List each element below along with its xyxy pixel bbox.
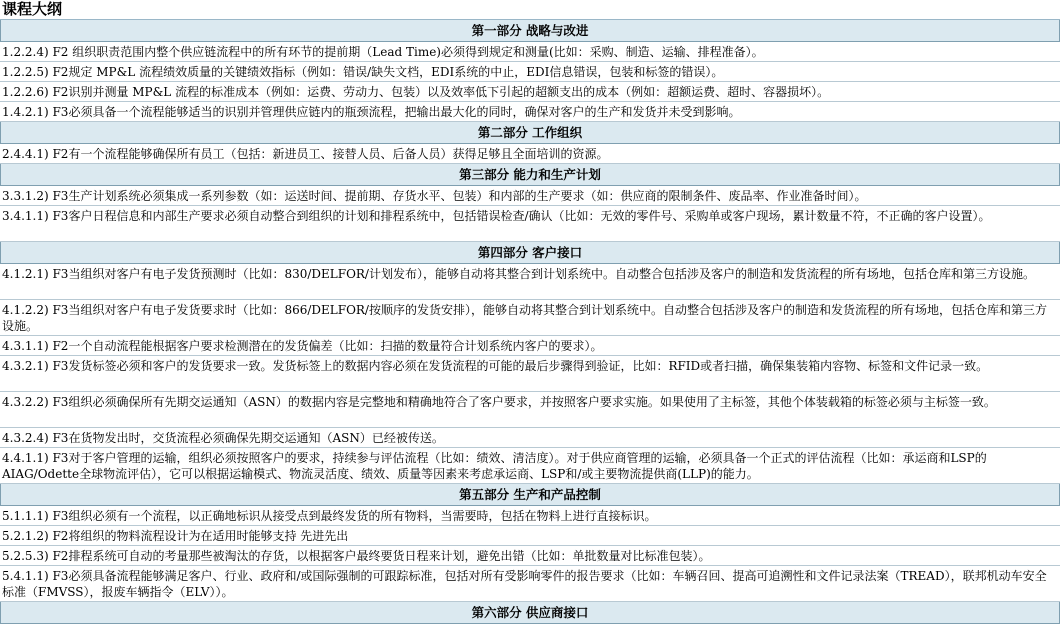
table-row: 4.4.1.1) F3对于客户管理的运输，组织必须按照客户的要求，持续参与评估流程（比如：绩效、清洁度）。对于供应商管理的运输，必须具备一个正式的评估流程（比如：承运商和LSP的AIAG/Odette全球物流评估），它可以根据运输模式、物流灵活度、绩效、质量等因素来考虑承运商、LSP和/或主要物流提供商(LLP)的能力。 [0, 448, 1060, 484]
section-header: 第五部分 生产和产品控制 [0, 484, 1060, 506]
table-row: 5.2.1.2) F2将组织的物料流程设计为在适用时能够支持 先进先出 [0, 526, 1060, 546]
table-row: 1.2.2.5) F2规定 MP&L 流程绩效质量的关键绩效指标（例如：错误/缺失文档，EDI系统的中止，EDI信息错误，包装和标签的错误）。 [0, 62, 1060, 82]
sheet-title: 课程大纲 [0, 0, 1060, 20]
table-row: 1.2.2.6) F2识别并测量 MP&L 流程的标准成本（例如：运费、劳动力、包装）以及效率低下引起的超额支出的成本（例如：超额运费、超时、容器损坏）。 [0, 82, 1060, 102]
table-row: 4.1.2.2) F3当组织对客户有电子发货要求时（比如：866/DELFOR/按顺序的发货安排），能够自动将其整合到计划系统中。自动整合包括涉及客户的制造和发货流程的所有场地，包括仓库和第三方设施。 [0, 300, 1060, 336]
table-row: 1.2.2.4) F2 组织职责范围内整个供应链流程中的所有环节的提前期（Lead Time)必须得到规定和测量(比如：采购、制造、运输、排程准备）。 [0, 42, 1060, 62]
section-header: 第三部分 能力和生产计划 [0, 164, 1060, 186]
section-header: 第二部分 工作组织 [0, 122, 1060, 144]
section-header: 第一部分 战略与改进 [0, 20, 1060, 42]
table-row: 2.4.4.1) F2有一个流程能够确保所有员工（包括：新进员工、接替人员、后备人员）获得足够且全面培训的资源。 [0, 144, 1060, 164]
table-row: 4.3.1.1) F2一个自动流程能根据客户要求检测潜在的发货偏差（比如：扫描的数量符合计划系统内客户的要求）。 [0, 336, 1060, 356]
table-row: 3.4.1.1) F3客户日程信息和内部生产要求必须自动整合到组织的计划和排程系统中，包括错误检查/确认（比如：无效的零件号、采购单或客户现场，累计数量不符，不正确的客户设置）。 [0, 206, 1060, 242]
table-row: 3.3.1.2) F3生产计划系统必须集成一系列参数（如：运送时间、提前期、存货水平、包装）和内部的生产要求（如：供应商的限制条件、废品率、作业准备时间）。 [0, 186, 1060, 206]
table-row: 1.4.2.1) F3必须具备一个流程能够适当的识别并管理供应链内的瓶颈流程，把输出最大化的同时，确保对客户的生产和发货并未受到影响。 [0, 102, 1060, 122]
section-header: 第四部分 客户接口 [0, 242, 1060, 264]
table-row: 4.3.2.4) F3在货物发出时，交货流程必须确保先期交运通知（ASN）已经被传送。 [0, 428, 1060, 448]
table-row: 4.1.2.1) F3当组织对客户有电子发货预测时（比如：830/DELFOR/计划发布），能够自动将其整合到计划系统中。自动整合包括涉及客户的制造和发货流程的所有场地，包括仓库和第三方设施。 [0, 264, 1060, 300]
syllabus-table [0, 20, 1060, 624]
table-row: 5.4.1.1) F3必须具备流程能够满足客户、行业、政府和/或国际强制的可跟踪标准，包括对所有受影响零件的报告要求（比如：车辆召回、提高可追溯性和文件记录法案（TREAD），联邦机动车安全标准（FMVSS），报废车辆指令（ELV））。 [0, 566, 1060, 602]
table-row: 4.3.2.1) F3发货标签必须和客户的发货要求一致。发货标签上的数据内容必须在发货流程的可能的最后步骤得到验证，比如：RFID或者扫描，确保集装箱内容物、标签和文件记录一致。 [0, 356, 1060, 392]
section-header: 第六部分 供应商接口 [0, 602, 1060, 624]
table-row: 5.1.1.1) F3组织必须有一个流程，以正确地标识从接受点到最终发货的所有物料，当需要時，包括在物料上进行直接标识。 [0, 506, 1060, 526]
table-row: 5.2.5.3) F2排程系统可自动的考量那些被淘汰的存货，以根据客户最终要货日程来计划，避免出错（比如：单批数量对比标准包装）。 [0, 546, 1060, 566]
table-row: 4.3.2.2) F3组织必须确保所有先期交运通知（ASN）的数据内容是完整地和精确地符合了客户要求，并按照客户要求实施。如果使用了主标签，其他个体装载箱的标签必须与主标签一致。 [0, 392, 1060, 428]
